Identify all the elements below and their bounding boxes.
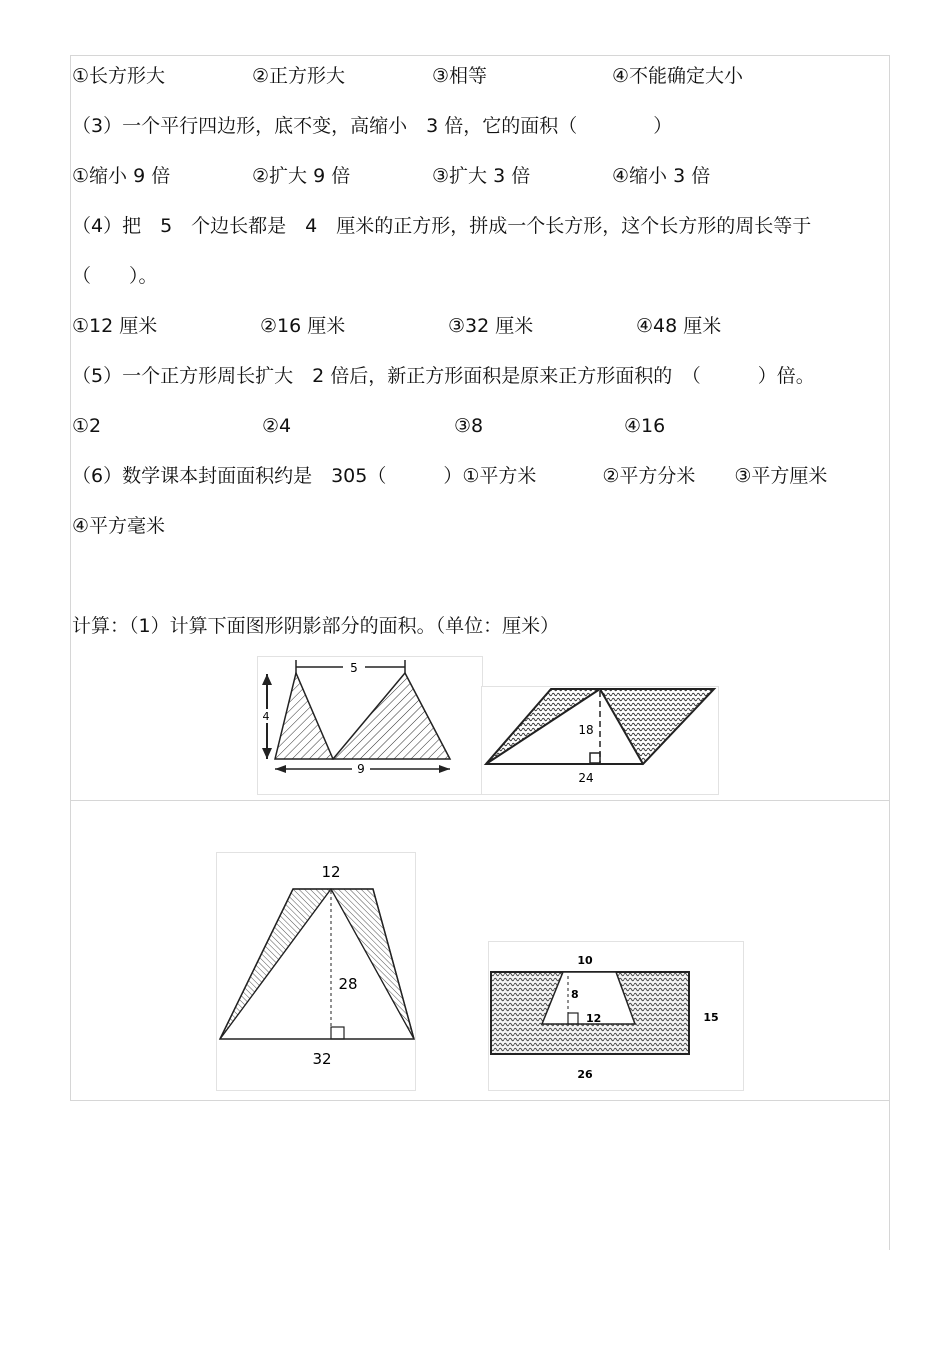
fig3-height-label: 28 [338, 975, 358, 993]
frame-left-top [70, 55, 71, 1100]
q4-option-4: ④48 厘米 [636, 315, 722, 337]
fig2-height-label: 18 [578, 723, 594, 737]
fig1-right-triangle [333, 673, 450, 759]
fig3-top-label: 12 [321, 863, 341, 881]
fig2-right-shaded [600, 689, 714, 764]
q4-option-1: ①12 厘米 [72, 315, 158, 337]
q4-options [72, 314, 721, 338]
q5-option-1: ①2 [72, 415, 102, 437]
q5-option-3: ③8 [454, 415, 484, 437]
fig4-right-label: 15 [703, 1011, 719, 1024]
q5-option-2: ②4 [262, 415, 292, 437]
q4-option-3: ③32 厘米 [448, 315, 534, 337]
q4-stem-line2: （ ）。 [72, 265, 158, 287]
q6-option-2: ②平方分米 [602, 465, 696, 487]
frame-bottom [70, 1100, 890, 1101]
figure-3-svg [217, 853, 415, 1090]
fig4-inner-height-label: 8 [571, 988, 579, 1001]
q6-option-4-line [72, 514, 165, 538]
q6-option-4: ④平方毫米 [72, 515, 166, 537]
frame-right [889, 55, 890, 1250]
calc-heading: 计算：（1）计算下面图形阴影部分的面积。（单位：厘米） [72, 615, 560, 637]
figure-1-svg [258, 657, 482, 794]
q6-option-1: ①平方米 [462, 465, 537, 487]
fig1-left-label: 4 [262, 710, 270, 723]
q3-option-4: ④缩小 3 倍 [612, 165, 711, 187]
q2-option-3: ③相等 [432, 65, 488, 87]
figure-2 [481, 686, 719, 795]
q2-options [72, 64, 743, 88]
q6-line [72, 464, 827, 488]
q3-option-3: ③扩大 3 倍 [432, 165, 531, 187]
figure-4-svg [489, 942, 743, 1090]
q3-options [72, 164, 710, 188]
fig4-bottom-label: 26 [577, 1068, 593, 1081]
fig3-base-label: 32 [312, 1050, 332, 1068]
fig4-inner-base-label: 12 [586, 1012, 602, 1025]
q2-option-2: ②正方形大 [252, 65, 346, 87]
q3-option-1: ①缩小 9 倍 [72, 165, 171, 187]
figure-3 [216, 852, 416, 1091]
q4-option-2: ②16 厘米 [260, 315, 346, 337]
q5-options [72, 414, 665, 438]
q6-option-3: ③平方厘米 [734, 465, 828, 487]
q4-stem-line1: （4）把 5 个边长都是 4 厘米的正方形，拼成一个长方形，这个长方形的周长等于 [72, 215, 812, 237]
q2-option-4: ④不能确定大小 [612, 65, 744, 87]
figure-4 [488, 941, 744, 1091]
figure-1 [257, 656, 483, 795]
q5-stem: （5）一个正方形周长扩大 2 倍后，新正方形面积是原来正方形面积的 （ ）倍。 [72, 365, 815, 387]
fig1-left-triangle [275, 673, 333, 759]
fig4-top-label: 10 [577, 954, 593, 967]
frame-top [70, 55, 890, 56]
fig2-base-label: 24 [578, 771, 594, 785]
q2-option-1: ①长方形大 [72, 65, 166, 87]
figure-2-svg [482, 687, 718, 794]
fig1-bottom-label: 9 [357, 762, 365, 776]
frame-mid [70, 800, 890, 801]
q6-stem: （6）数学课本封面面积约是 305（ ） [72, 465, 463, 487]
q3-option-2: ②扩大 9 倍 [252, 165, 351, 187]
q5-option-4: ④16 [624, 415, 666, 437]
fig1-top-label: 5 [350, 661, 358, 675]
q3-stem: （3）一个平行四边形，底不变，高缩小 3 倍，它的面积（ ） [72, 115, 673, 137]
